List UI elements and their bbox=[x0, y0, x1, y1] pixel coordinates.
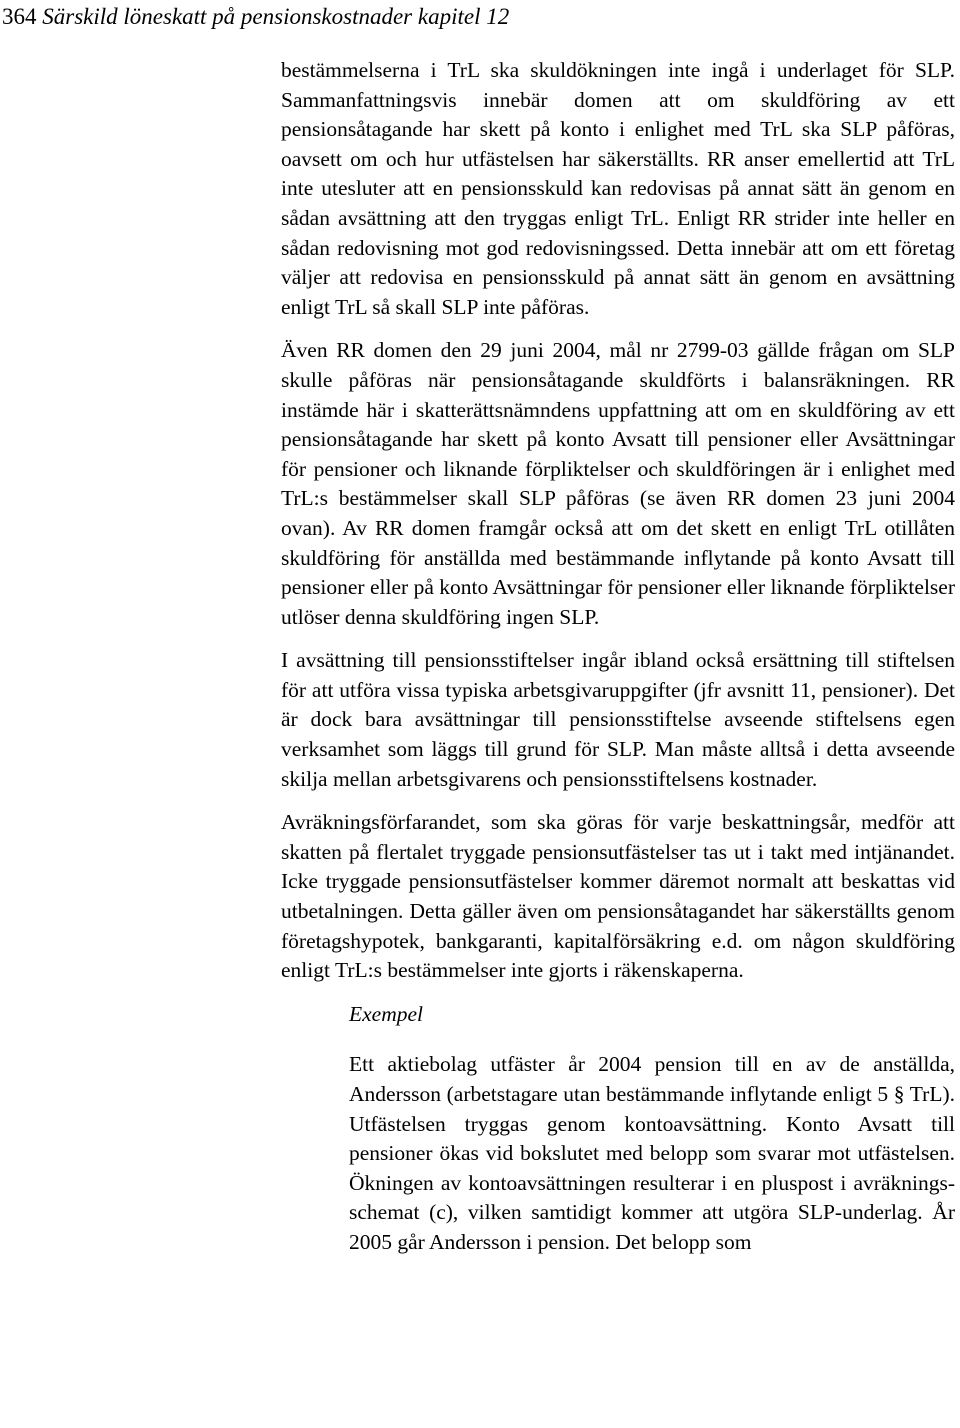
example-text: Ett aktiebolag utfäster år 2004 pension till en av de anställda, Andersson (arbetstagare utan bestämmande inflytande enligt 5 § TrL). Utfästelsen tryggas genom kontoavsättning. Konto Avsatt till pensioner ökas vid bokslutet med belopp som svarar mot utfästelsen. Ökningen av kontoavsättningen resulterar i en pluspost i avräkningsschemat (c), vilken samtidigt kommer att utgöra SLP-underlag. År 2005 går Andersson i pension. Det belopp som bbox=[349, 1052, 955, 1254]
running-title: Särskild löneskatt på pensionskostnader kapitel 12 bbox=[42, 4, 510, 29]
page-header bbox=[2, 2, 509, 32]
body-text bbox=[281, 56, 955, 1258]
paragraph-4: Avräkningsförfarandet, som ska göras för varje beskattningsår, medför att skatten på flertalet tryggade pensionsutfästelser tas ut i takt med intjänandet. Icke tryggade pensionsutfästelser kommer däremot normalt att beskattas vid utbetalningen. Detta gäller även om pensionsåtagandet har säkerställts genom företagshypotek, bankgaranti, kapitalförsäkring e.d. om någon skuldföring enligt TrL:s bestämmelser inte gjorts i räkenskaperna. bbox=[281, 810, 955, 983]
example-heading: Exempel bbox=[349, 1001, 424, 1026]
paragraph-2: Även RR domen den 29 juni 2004, mål nr 2799-03 gällde frågan om SLP skulle påföras när pensionsåtagande skuldförts i balansräkningen. RR instämde här i skatterättsnämndens uppfattning att om en skuldföring av ett pensionsåtagande har skett på konto Avsatt till pensioner eller Avsättningar för pensioner och liknande förpliktelser och skuldföringen är i enlighet med TrL:s bestämmelser skall SLP påföras (se även RR domen 23 juni 2004 ovan). Av RR domen framgår också att om det skett en enligt TrL otillåten skuldföring för anställda med bestämmande inflytande på konto Avsatt till pensioner eller på konto Avsättningar för pensioner eller liknande förpliktelser utlöser denna skuldföring ingen SLP. bbox=[281, 338, 955, 629]
paragraph-1: bestämmelserna i TrL ska skuldökningen inte ingå i underlaget för SLP. Sammanfattningsvis innebär domen att om skuldföring av ett pensionsåtagande har skett på konto i enlighet med TrL ska SLP påföras, oavsett om och hur utfästelsen har säkerställts. RR anser emellertid att TrL inte utesluter att en pensionsskuld kan redovisas på annat sätt än genom en sådan avsättning att den tryggas enligt TrL. Enligt RR strider inte heller en sådan redovisning mot god redovisningssed. Detta innebär att om ett företag väljer att redovisa en pensionsskuld på annat sätt än genom en avsättning enligt TrL så skall SLP inte påföras. bbox=[281, 58, 955, 319]
paragraph-3: I avsättning till pensionsstiftelser ingår ibland också ersättning till stiftelsen för att utföra vissa typiska arbetsgivaruppgifter (jfr avsnitt 11, pensioner). Det är dock bara avsättningar till pensionsstiftelse avseende stiftelsens egen verksamhet som läggs till grund för SLP. Man måste alltså i detta avseende skilja mellan arbetsgivarens och pensionsstiftelsens kostnader. bbox=[281, 648, 955, 791]
page-number: 364 bbox=[2, 4, 37, 29]
example-block bbox=[349, 1000, 955, 1258]
